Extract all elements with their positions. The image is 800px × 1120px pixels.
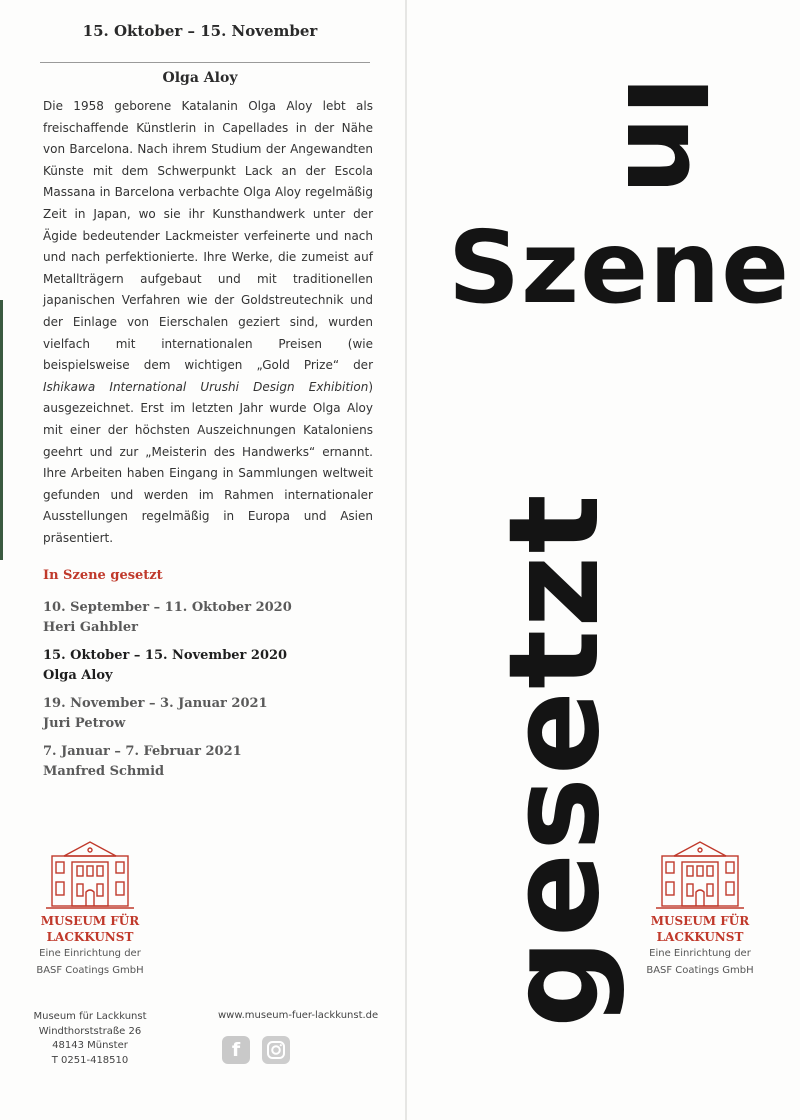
museum-address: [20, 1010, 160, 1068]
schedule-entry: [43, 694, 373, 734]
social-links: [222, 1036, 290, 1064]
header-date-range: 15. Oktober – 15. November: [82, 22, 318, 40]
address-line: 48143 Münster: [52, 1040, 128, 1051]
schedule-dates: 15. Oktober – 15. November 2020: [43, 648, 288, 663]
facebook-icon[interactable]: f: [222, 1036, 250, 1064]
series-title: In Szene gesetzt: [43, 568, 163, 583]
schedule-entry: [43, 742, 373, 782]
schedule-dates: 19. November – 3. Januar 2021: [43, 696, 268, 711]
museum-sub-line2: BASF Coatings GmbH: [646, 965, 754, 976]
museum-building-icon: [652, 838, 748, 912]
edge-strip: [0, 300, 3, 560]
website-link[interactable]: www.museum-fuer-lackkunst.de: [218, 1010, 379, 1021]
address-phone: T 0251-418510: [51, 1054, 129, 1066]
museum-sub-line1: Eine Einrichtung der: [649, 948, 751, 959]
museum-name-line2: LACKKUNST: [656, 930, 744, 944]
fold-line: [405, 0, 407, 1120]
museum-sub-line2: BASF Coatings GmbH: [36, 965, 144, 976]
cover-title-szene: Szene: [448, 209, 791, 326]
instagram-icon[interactable]: [262, 1036, 290, 1064]
museum-name-line2: LACKKUNST: [46, 930, 134, 944]
address-line: Museum für Lackkunst: [33, 1011, 147, 1022]
exhibition-schedule: [43, 598, 373, 790]
schedule-artist: Manfred Schmid: [43, 764, 165, 779]
divider: [40, 62, 370, 63]
schedule-artist: Heri Gahbler: [43, 620, 138, 635]
museum-logo-right: [630, 838, 770, 978]
bio-text-1: Die 1958 geborene Katalanin Olga Aloy lebt als freischaffende Künstlerin in Capellades in der Nähe von Barcelona. Nach ihrem Studium der Angewandten Künste mit dem Schwerpunkt Lack an der Escola Massana in Barcelona verbachte Olga Aloy regelmäßig Zeit in Japan, wo sie ihr Kunsthandwerk unter der Ägide bedeutender Lackmeister verfeinerte und nach und nach perfektionierte. Ihre Werke, die zumeist auf Metallträgern aufgebaut und mit traditionellen japanischen Verfahren wie der Goldstreutechnik und der Einlage von Eierschalen geziert sind, wurden vielfach mit internationalen Preisen (wie beispielsweise dem wichtigen „Gold Prize“ der: [43, 99, 373, 373]
museum-name-line1: MUSEUM FÜR: [650, 914, 750, 928]
schedule-dates: 7. Januar – 7. Februar 2021: [43, 744, 242, 759]
schedule-artist: Olga Aloy: [43, 668, 113, 683]
artist-title: Olga Aloy: [162, 70, 238, 86]
museum-building-icon: [42, 838, 138, 912]
cover-title-in: In: [602, 75, 730, 195]
museum-name-line1: MUSEUM FÜR: [40, 914, 140, 928]
artist-biography: [43, 96, 373, 549]
museum-sub-line1: Eine Einrichtung der: [39, 948, 141, 959]
schedule-entry-current: [43, 646, 373, 686]
bio-text-2: ) ausgezeichnet. Erst im letzten Jahr wurde Olga Aloy mit einer der höchsten Auszeichnungen Kataloniens geehrt und zur „Meisterin des Handwerks“ ernannt. Ihre Arbeiten haben Eingang in Sammlungen weltweit gefunden und werden im Rahmen internationaler Ausstellungen regelmäßig in Europa und Asien präsentiert.: [43, 379, 373, 545]
bio-exhibition-name: Ishikawa International Urushi Design Exhibition: [43, 379, 369, 394]
address-line: Windthorststraße 26: [38, 1025, 142, 1037]
schedule-artist: Juri Petrow: [43, 716, 126, 731]
museum-logo-left: [20, 838, 160, 978]
schedule-entry: [43, 598, 373, 638]
cover-title-gesetzt: gesetzt: [483, 492, 627, 1028]
schedule-dates: 10. September – 11. Oktober 2020: [43, 600, 292, 615]
